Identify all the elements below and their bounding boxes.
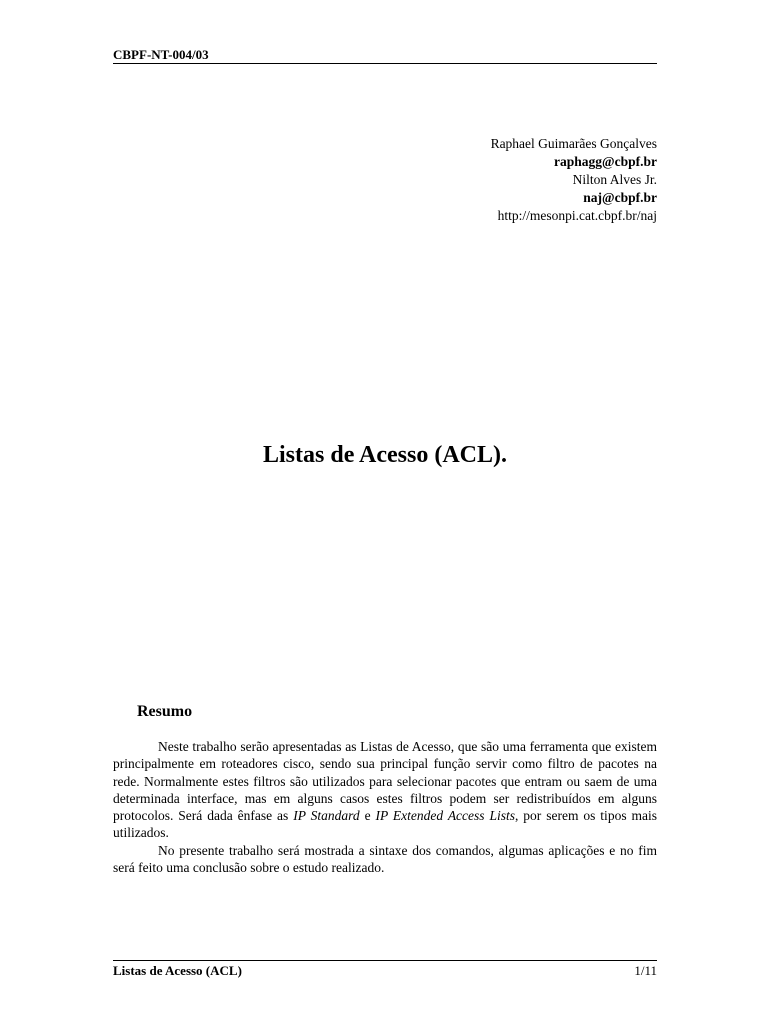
author-url[interactable]: http://mesonpi.cat.cbpf.br/naj	[497, 208, 657, 223]
abstract-emphasis: IP Extended Access Lists	[375, 808, 515, 824]
author-email[interactable]: naj@cbpf.br	[583, 190, 657, 205]
page-header	[113, 47, 657, 64]
abstract-text: e	[359, 808, 376, 824]
abstract-emphasis: IP Standard	[293, 808, 360, 824]
document-title: Listas de Acesso (ACL).	[263, 442, 507, 468]
page-number: 1/11	[634, 963, 657, 978]
page-footer	[113, 960, 657, 981]
footer-title: Listas de Acesso (ACL)	[113, 963, 242, 978]
document-id: CBPF-NT-004/03	[113, 47, 209, 62]
author-name: Nilton Alves Jr.	[572, 172, 657, 187]
abstract-paragraph	[113, 738, 657, 842]
author-name: Raphael Guimarães Gonçalves	[490, 136, 657, 151]
abstract-text: Neste trabalho serão apresentadas as Listas de Acesso, que são uma ferramenta que existem principalmente em roteadores cisco, sendo sua principal função servir como filtro de pacotes na rede. Normalmente estes filtros são utilizados para selecionar pacotes que entram ou saem de uma determinada interface, mas em alguns casos estes filtros podem ser redistribuídos em alguns protocolos. Será dada ênfase as	[113, 739, 657, 824]
author-email[interactable]: raphagg@cbpf.br	[554, 154, 657, 169]
abstract-body	[113, 738, 657, 876]
abstract-heading: Resumo	[137, 703, 193, 720]
abstract-text: , por serem os tipos mais utilizados.	[113, 808, 657, 841]
author-block	[491, 135, 657, 225]
abstract-paragraph: No presente trabalho será mostrada a sintaxe dos comandos, algumas aplicações e no fim será feito uma conclusão sobre o estudo realizado.	[113, 842, 657, 876]
